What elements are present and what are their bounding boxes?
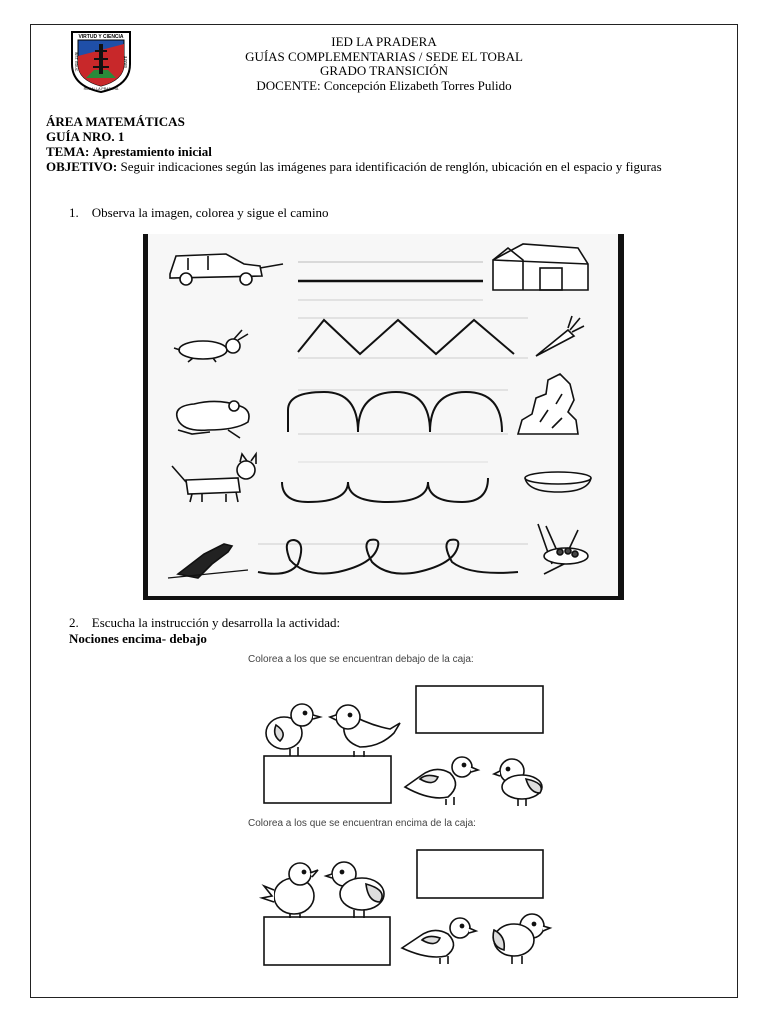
document-header: [150, 35, 618, 93]
grade-label: GRADO TRANSICIÓN: [320, 63, 448, 78]
under-box-activity: [250, 675, 560, 810]
empty-box-top: [416, 686, 543, 733]
caption-below-box: Colorea a los que se encuentran debajo de la caja:: [248, 654, 474, 665]
exercise1-path-worksheet: [143, 234, 624, 600]
exercise2-subheading: Nociones encima- debajo: [69, 631, 207, 646]
objetivo-label: OBJETIVO:: [46, 159, 118, 174]
teacher-label: DOCENTE: Concepción Elizabeth Torres Pulido: [256, 77, 512, 93]
bird-on-box-icon: [326, 862, 384, 918]
bird-under-icon: [494, 759, 542, 806]
crest-top-text: VIRTUD Y CIENCIA: [78, 34, 124, 40]
objetivo-value: Seguir indicaciones según las imágenes para identificación de renglón, ubicación en el espacio y figuras: [120, 159, 662, 174]
crest-bottom-text: RURAL LA PRADERA: [83, 87, 119, 91]
cat-icon: [172, 454, 256, 502]
exercise2-instruction: [69, 615, 340, 631]
carrot-icon: [536, 316, 584, 356]
bird-on-box-icon: [330, 705, 400, 757]
rabbit-icon: [174, 330, 248, 362]
above-box-activity: [250, 840, 560, 968]
nest-icon: [538, 524, 588, 574]
exercise1-instruction: [69, 205, 329, 221]
exercise1-text: Observa la imagen, colorea y sigue el camino: [91, 205, 329, 220]
tema-label: TEMA:: [46, 144, 90, 159]
guide-subtitle: GUÍAS COMPLEMENTARIAS / SEDE EL TOBAL: [245, 48, 523, 64]
guide-info: [46, 114, 726, 174]
crest-left-text: INST. EDUC.: [74, 51, 78, 73]
exercise1-number: 1.: [69, 205, 79, 220]
caption-above-box: Colorea a los que se encuentran encima de la caja:: [248, 818, 476, 829]
bird-under-icon: [402, 918, 476, 964]
bird-under-icon: [405, 757, 478, 805]
crest-right-text: SIBATÉ: [124, 55, 128, 69]
school-crest-logo: [68, 26, 134, 94]
bush-icon: [518, 374, 578, 434]
bird-under-icon: [493, 914, 550, 964]
empty-box-top: [417, 850, 543, 898]
bird-on-box-icon: [262, 863, 318, 918]
exercise2-number: 2.: [69, 615, 79, 630]
school-name: IED LA PRADERA: [331, 34, 437, 49]
bird-box: [264, 756, 391, 803]
area-title: ÁREA MATEMÁTICAS: [46, 114, 185, 129]
bird-on-box-icon: [266, 704, 320, 756]
exercise2-text: Escucha la instrucción y desarrolla la actividad:: [91, 615, 341, 630]
bird-icon: [168, 544, 248, 578]
frog-icon: [177, 401, 249, 438]
car-icon: [170, 254, 283, 285]
tema-value: Aprestamiento inicial: [92, 144, 212, 159]
bowl-icon: [525, 472, 591, 492]
guide-number: GUÍA NRO. 1: [46, 129, 125, 144]
house-icon: [493, 244, 588, 290]
bird-box: [264, 917, 390, 965]
